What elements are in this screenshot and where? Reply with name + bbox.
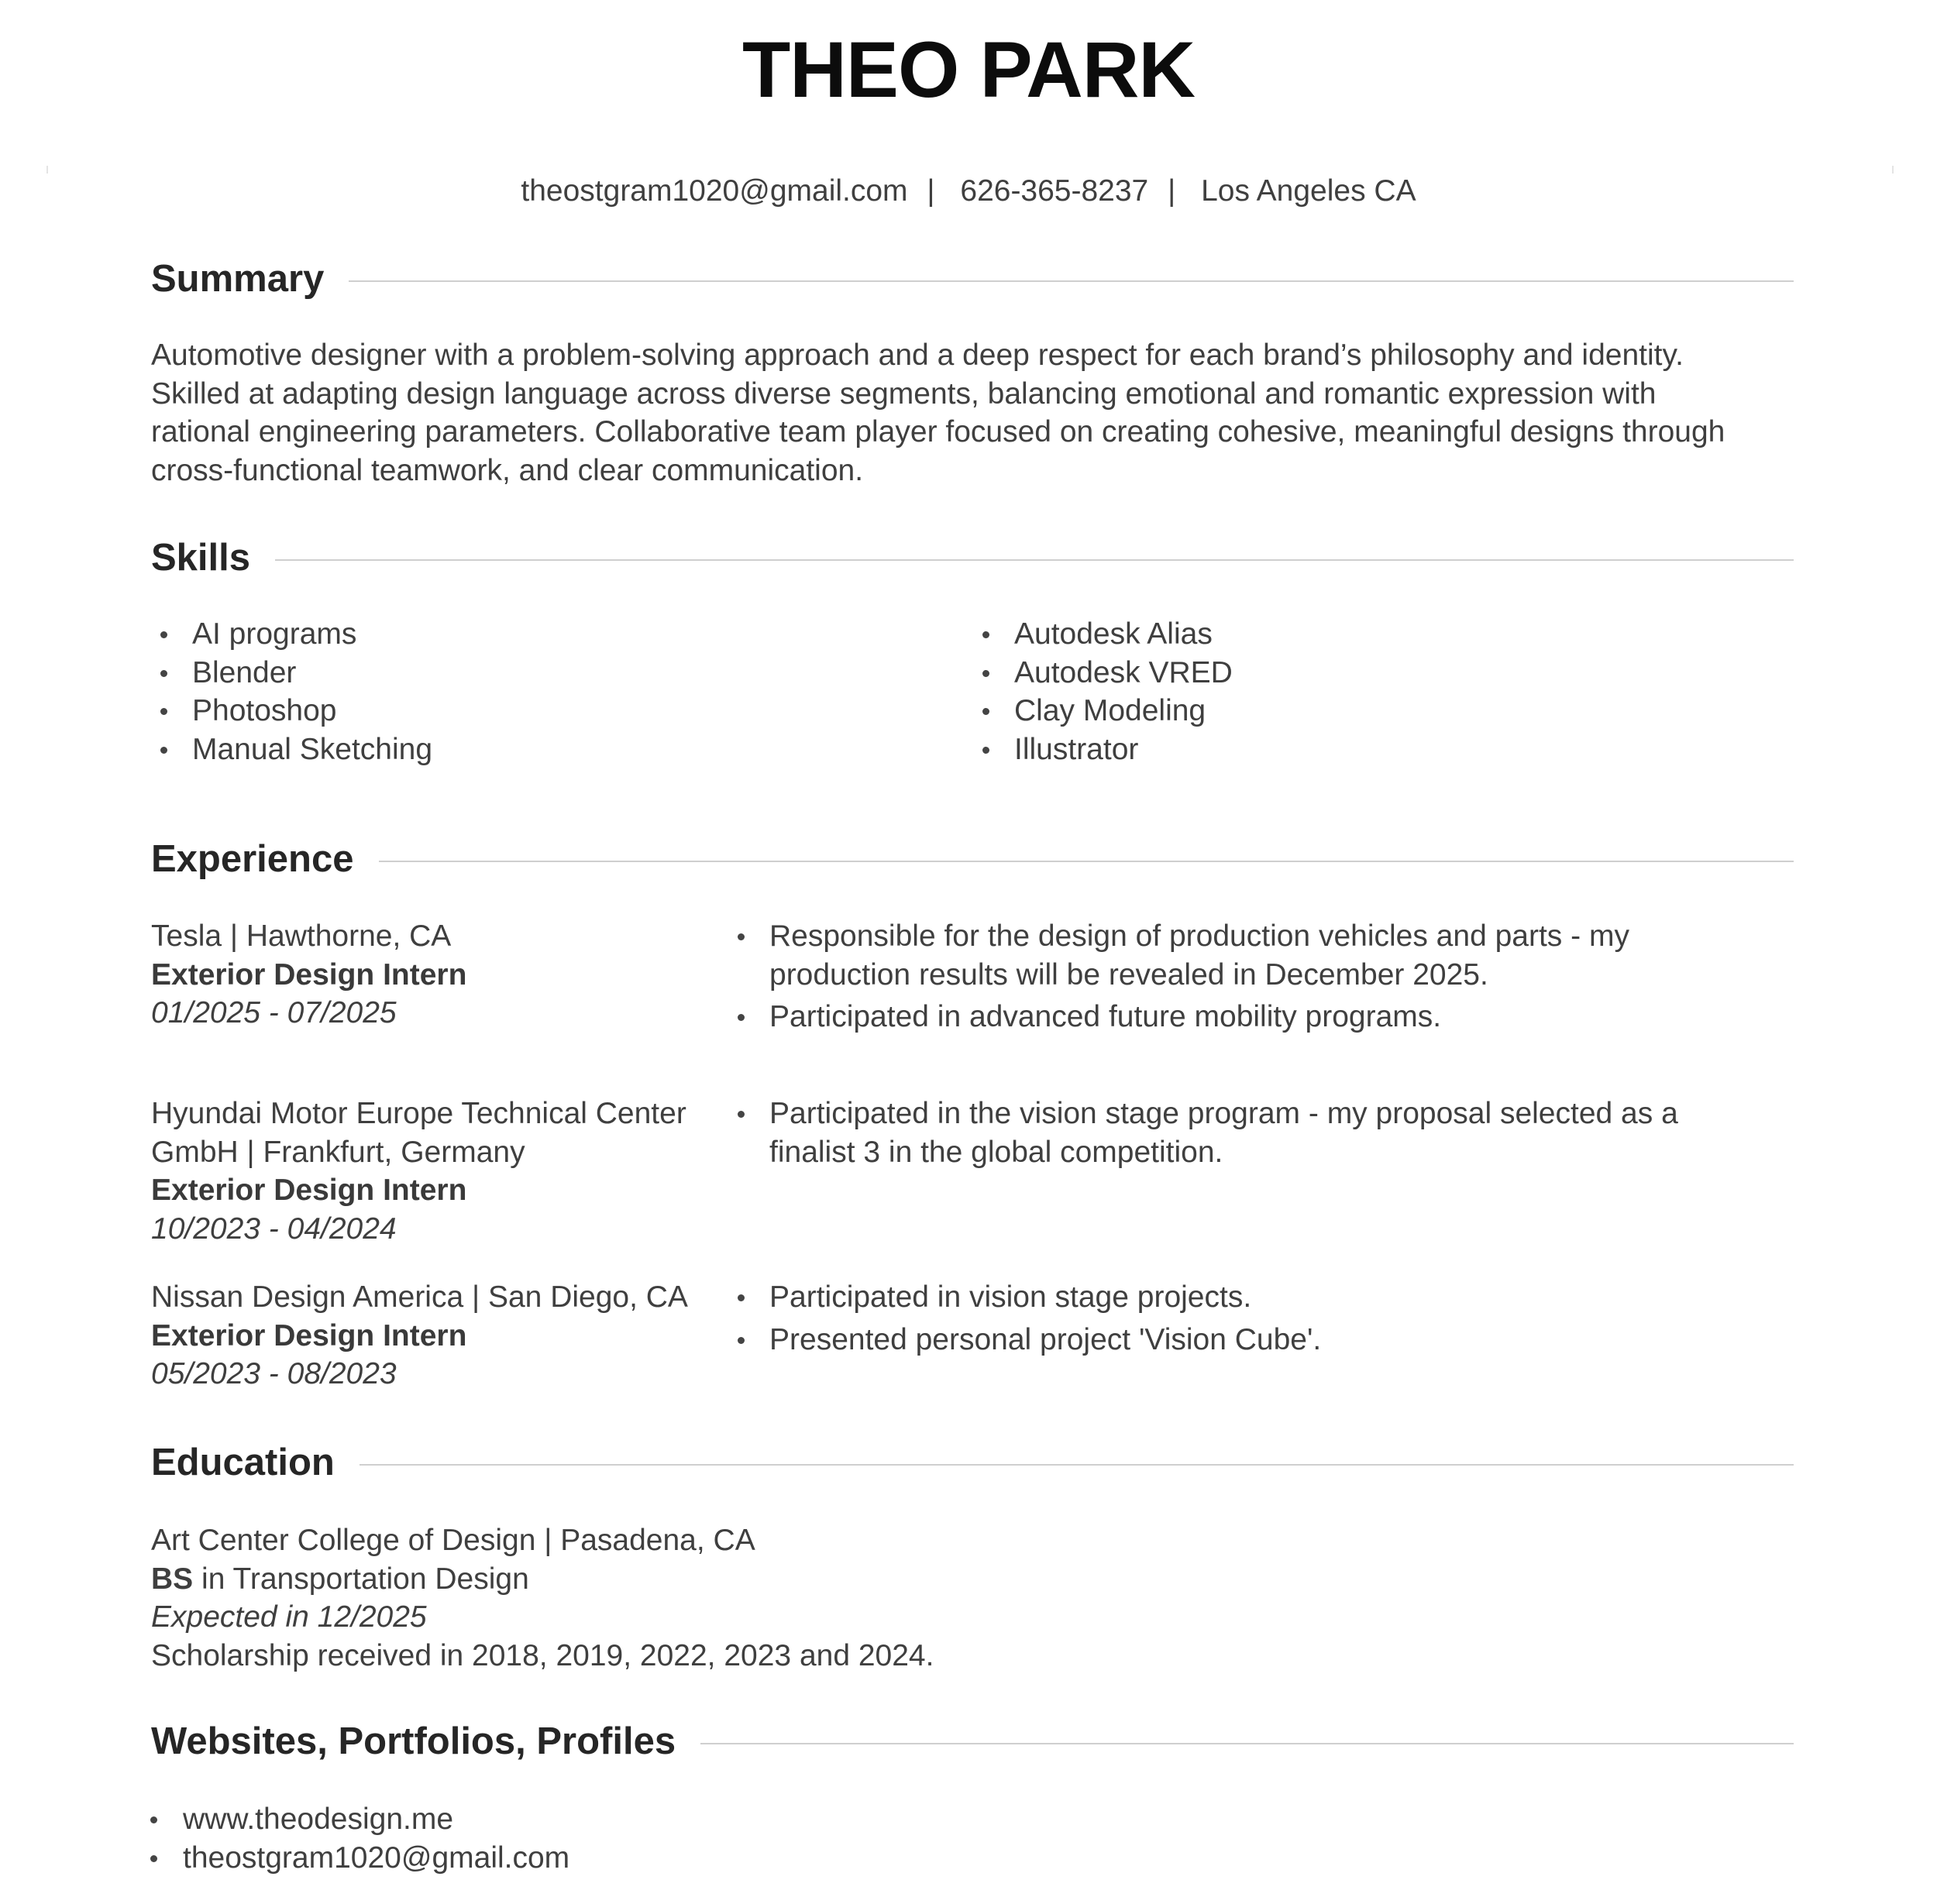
job-bullets-tesla bbox=[728, 917, 1736, 1040]
job-bullet: Participated in advanced future mobility programs. bbox=[728, 998, 1736, 1036]
skill-item: Manual Sketching bbox=[151, 730, 432, 769]
job-role: Exterior Design Intern bbox=[151, 957, 467, 992]
experience-heading: Experience bbox=[151, 838, 354, 880]
skills-heading: Skills bbox=[151, 537, 251, 579]
job-bullets-hyundai bbox=[728, 1095, 1736, 1175]
job-company: GmbH | Frankfurt, Germany bbox=[151, 1135, 525, 1169]
section-divider bbox=[349, 280, 1794, 282]
job-bullets-nissan bbox=[728, 1278, 1736, 1363]
job-company: Hyundai Motor Europe Technical Center bbox=[151, 1097, 686, 1130]
skill-item: Blender bbox=[151, 654, 432, 693]
degree-field: in Transportation Design bbox=[193, 1562, 529, 1596]
skill-item: Autodesk Alias bbox=[973, 615, 1233, 654]
education-expected: Expected in 12/2025 bbox=[151, 1600, 427, 1634]
skill-item: AI programs bbox=[151, 615, 432, 654]
job-bullet: Participated in vision stage projects. bbox=[728, 1278, 1736, 1317]
skill-item: Illustrator bbox=[973, 730, 1233, 769]
skill-item: Autodesk VRED bbox=[973, 654, 1233, 693]
contact-email[interactable]: theostgram1020@gmail.com bbox=[521, 174, 908, 208]
websites-heading: Websites, Portfolios, Profiles bbox=[151, 1720, 676, 1762]
job-bullet bbox=[728, 917, 1736, 994]
education-school: Art Center College of Design | Pasadena, CA bbox=[151, 1524, 755, 1557]
summary-line: cross-functional teamwork, and clear communication. bbox=[151, 453, 864, 487]
education-body bbox=[151, 1521, 1778, 1675]
contact-line bbox=[0, 172, 1937, 211]
job-dates: 05/2023 - 08/2023 bbox=[151, 1357, 397, 1390]
job-company: Nissan Design America | San Diego, CA bbox=[151, 1280, 688, 1314]
skill-item: Photoshop bbox=[151, 692, 432, 730]
experience-section-header bbox=[151, 836, 1794, 882]
skills-column-right bbox=[973, 615, 1233, 768]
degree-abbreviation: BS bbox=[151, 1562, 194, 1596]
section-divider bbox=[360, 1464, 1794, 1466]
summary-section-header bbox=[151, 256, 1794, 302]
job-details-hyundai bbox=[151, 1095, 740, 1248]
email-link[interactable]: theostgram1020@gmail.com bbox=[141, 1839, 1071, 1878]
job-bullet: Presented personal project 'Vision Cube'. bbox=[728, 1321, 1736, 1359]
job-bullet-line: production results will be revealed in December 2025. bbox=[769, 957, 1488, 992]
summary-line: Skilled at adapting design language across diverse segments, balancing emotional and romantic expression with bbox=[151, 376, 1657, 411]
section-divider bbox=[700, 1743, 1794, 1744]
job-role: Exterior Design Intern bbox=[151, 1174, 467, 1207]
job-details-nissan bbox=[151, 1278, 740, 1394]
websites-section-header bbox=[151, 1718, 1794, 1765]
skills-column-left bbox=[151, 615, 432, 768]
job-bullet-line: Responsible for the design of production vehicles and parts - my bbox=[769, 919, 1629, 953]
contact-separator: | bbox=[927, 174, 935, 208]
summary-body bbox=[151, 336, 1801, 490]
section-divider bbox=[275, 559, 1794, 561]
summary-line: rational engineering parameters. Collaborative team player focused on creating cohesive, meaningful designs through bbox=[151, 415, 1725, 449]
job-company: Tesla | Hawthorne, CA bbox=[151, 919, 452, 953]
education-scholarship: Scholarship received in 2018, 2019, 2022, 2023 and 2024. bbox=[151, 1638, 934, 1672]
contact-separator: | bbox=[1168, 174, 1176, 208]
education-section-header bbox=[151, 1439, 1794, 1486]
websites-list bbox=[141, 1800, 1071, 1877]
skills-section-header bbox=[151, 534, 1794, 581]
job-bullet bbox=[728, 1095, 1736, 1171]
job-bullet-line: finalist 3 in the global competition. bbox=[769, 1135, 1223, 1169]
candidate-name: THEO PARK bbox=[741, 26, 1196, 114]
skill-item: Clay Modeling bbox=[973, 692, 1233, 730]
job-dates: 10/2023 - 04/2024 bbox=[151, 1211, 397, 1246]
contact-location: Los Angeles CA bbox=[1201, 174, 1416, 208]
education-degree bbox=[151, 1560, 1778, 1599]
website-link[interactable]: www.theodesign.me bbox=[141, 1800, 1071, 1839]
education-heading: Education bbox=[151, 1442, 335, 1483]
job-details-tesla bbox=[151, 917, 740, 1033]
section-divider bbox=[379, 861, 1794, 862]
contact-phone: 626-365-8237 bbox=[960, 174, 1149, 208]
job-dates: 01/2025 - 07/2025 bbox=[151, 996, 397, 1029]
summary-heading: Summary bbox=[151, 258, 325, 300]
job-role: Exterior Design Intern bbox=[151, 1318, 467, 1352]
summary-line: Automotive designer with a problem-solving approach and a deep respect for each brand’s philosophy and identity. bbox=[151, 339, 1684, 372]
job-bullet-line: Participated in the vision stage program - my proposal selected as a bbox=[769, 1097, 1678, 1130]
